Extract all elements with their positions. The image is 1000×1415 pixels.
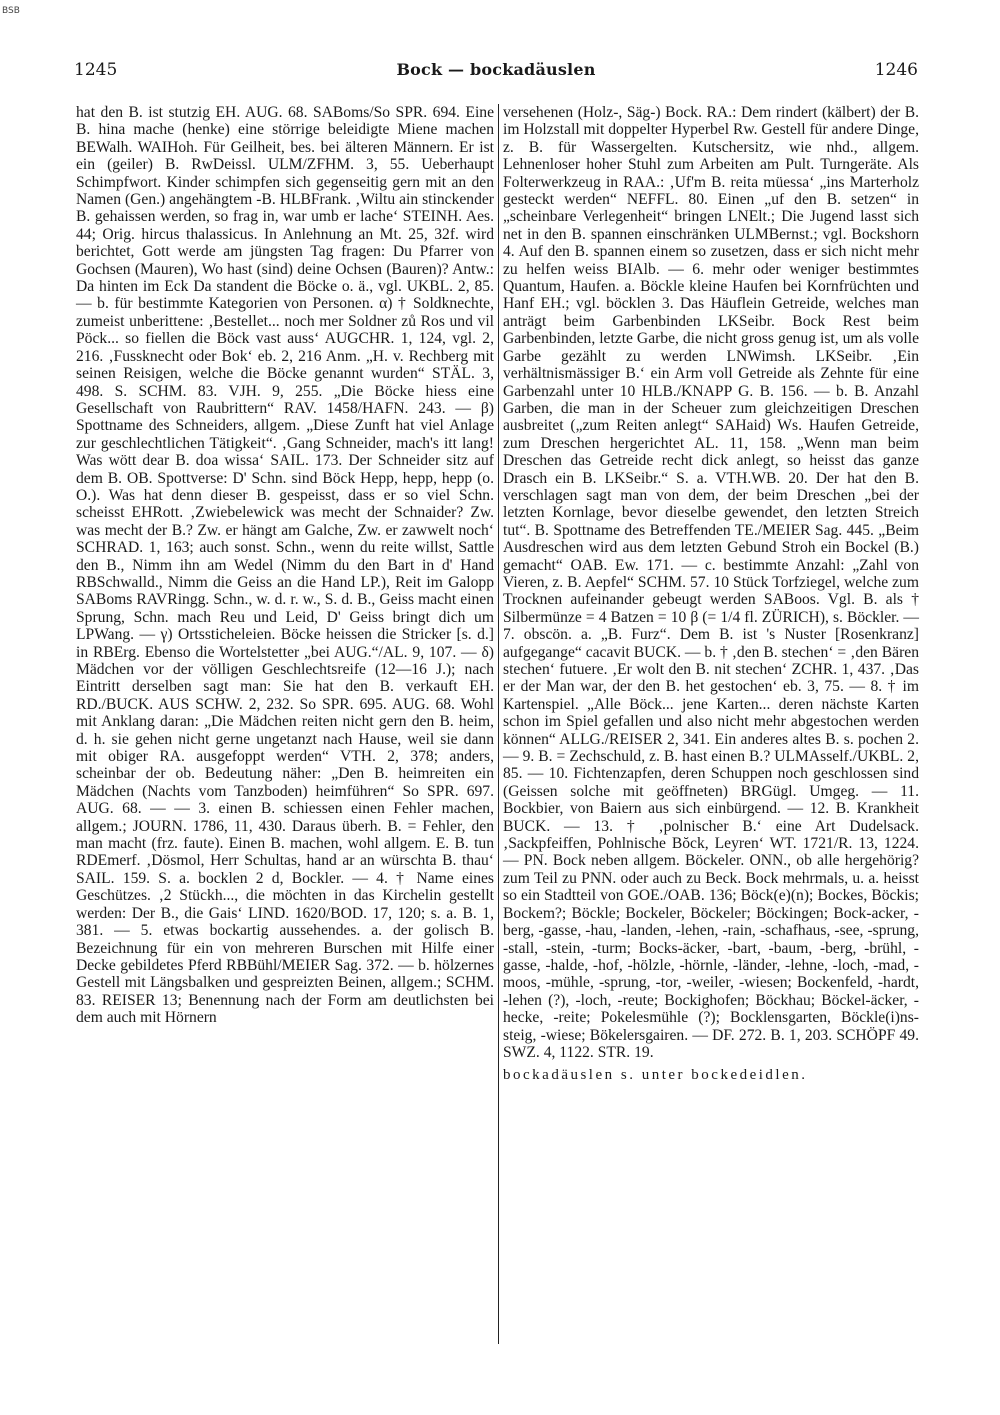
page-header [74,60,918,84]
left-column [76,104,494,1027]
cross-reference-entry: bockadäuslen s. unter bockedeidlen. [503,1067,808,1084]
running-title: Bock — bockadäuslen [396,60,596,79]
page-number-right: 1246 [874,60,918,80]
library-stamp: BSB [2,6,20,16]
column-divider [498,104,499,1344]
right-column-text: versehenen (Holz-, Säg-) Bock. RA.: Dem rindert (kälbert) der B. im Holzstall mit doppelter Hyperbel Rw. Gestell für andere Dinge, z. B. für Wassergelten. Kutschersitz, wie nhd., allgem. Lehnenloser hoher Stuhl zum Arbeiten am Pult. Turngeräte. Als Folterwerkzeug in RAA.: ‚Uf'm B. reita müessa‘ „ins Marterholz gesteckt werden“ NEFFL. 80. Einen „uf den B. setzen“ in „scheinbare Verlegenheit“ bringen LNElt.; Die Jugend lasst sich net in den B. spannen einschränken ULMBernst.; vgl. Bockshorn 4. Auf den B. spannen einem so zusetzen, dass er sich nicht mehr zu helfen weiss BIAlb. — 6. mehr oder weniger bestimmtes Quantum, Haufen. a. Böckle kleine Haufen bei Kornfrüchten und Hanf EH.; vgl. böcklen 3. Das Häuflein Getreide, welches man anträgt beim Garbenbinden LKSeibr. Bock Rest beim Garbenbinden, letzte Garbe, die nicht gross genug ist, um als volle Garbe gezählt zu werden LNWimsh. LKSeibr. ‚Ein verhältnismässiger B.‘ ein Arm voll Getreide als Zehnte für eine Garbenzahl unter 10 HLB./KNAPP G. B. 156. — b. B. Anzahl Garben, die man in der Scheuer zum gleichzeitigen Dreschen ausbreitet („zum Reiten anlegt“ SAHaid) Ws. Haufen Getreide, zum Dreschen hergerichtet AL. 11, 158. „Wenn man beim Dreschen das Getreide recht dick anlegt, so heisst das ganze Drasch ein B. LKSeibr.“ S. a. VTH.WB. 20. Der hat den B. verschlagen sagt man von dem, der beim Dreschen „bei der letzten Kornlage, bevor dieselbe gewendet, den letzten Streich tut“. B. Spottname des Betreffenden TE./MEIER Sag. 445. „Beim Ausdreschen wird aus dem letzten Gebund Stroh ein Bockel (B.) gemacht“ OAB. Ew. 171. — c. bestimmte Anzahl: „Zahl von Vieren, z. B. Aepfel“ SCHM. 57. 10 Stück Torfziegel, welche zum Trocknen aufeinander gebeugt werden SABoos. Vgl. B. als † Silbermünze = 4 Batzen = 10 β (= 1/4 fl. ZÜRICH), s. Böckler. — 7. obscön. a. „B. Furz“. Dem B. ist 's Nuster [Rosenkranz] aufgegange“ cacavit BUCK. — b. † ‚den B. stechen‘ = ‚den Bären stechen‘ futuere. ‚Er wolt den B. nit stechen‘ ZCHR. 1, 437. ‚Das er der Man war, der den B. het gestochen‘ eb. 3, 75. — 8. † im Kartenspiel. „Alle Böck... jene Karten... deren nächste Karten schon im Spiel gefallen und also nicht mehr abgestochen werden können“ ALLG./REISER 2, 341. Ein anderes altes B. s. pochen 2. — 9. B. = Zechschuld, z. B. hast einen B.? ULMAsself./UKBL. 2, 85. — 10. Fichtenzapfen, deren Schuppen noch geschlossen sind (Geissen solche mit geöffneten) BRGügl. Umgeg. — 11. Bockbier, von Baiern aus sich einbürgend. — 12. B. Krankheit BUCK. — 13. † ‚polnischer B.‘ eine Art Dudelsack. ‚Sackpfeiffen, Pohlnische Bŏck, Leyren‘ WT. 1721/R. 13, 1224. — PN. Bock neben allgem. Böckeler. ONN., ob alle hergehörig? zum Teil zu PNN. oder auch zu Beck. Bock mehrmals, u. a. heisst so ein Stadtteil von GOE./OAB. 136; Böck(e)(n); Bockes, Böckis; Bockem?; Böckle; Bockeler, Böckeler; Böckingen; Bock-acker, -berg, -gasse, -hau, -landen, -lehen, -rain, -schafhaus, -see, -sprung, -stall, -stein, -turm; Bocks-äcker, -bart, -baum, -berg, -brühl, -gasse, -halde, -hof, -hölzle, -hörnle, -länder, -lehne, -loch, -mad, -moos, -mühle, -sprung, -tor, -weiler, -wiesen; Bockenfeld, -hardt, -lehen (?), -loch, -reute; Bockighofen; Böckhau; Böckel-äcker, -hecke, -reite; Pokelesmühle (?); Bocklensgarten, Böckle(i)ns-steig, -wiese; Bökelersgairen. — DF. 272. B. 1, 203. SCHÖPF 49. SWZ. 4, 1122. STR. 19. [503,104,920,1061]
right-column [503,104,919,1085]
page-number-left: 1245 [74,60,118,80]
left-column-text: hat den B. ist stutzig EH. AUG. 68. SABoms/So SPR. 694. Eine B. hina mache (henke) eine störrige beleidigte Miene machen BEWalh. WAIHoh. Für Geilheit, bes. bei älteren Männern. Er ist ein (geiler) B. RwDeissl. ULM/ZFHM. 3, 55. Ueberhaupt Schimpfwort. Kinder schimpfen sich gegenseitig gern mit an den Namen (Gen.) angehängtem -B. HLBFrank. ‚Wiltu ain stinckender B. gehaissen werden, so frag in, war umb er lache‘ STEINH. Aes. 44; Orig. hircus thalassicus. In Anlehnung an Mt. 25, 32f. wird berichtet, Gott werde am jüngsten Tag fragen: Du Pfarrer von Gochsen (Mauren), Wo hast (sind) deine Ochsen (Bauren)? Antw.: Da hinten im Eck Da standent die Böcke o. ä., vgl. UKBL. 2, 85. — b. für bestimmte Kategorien von Personen. α) † Soldknechte, zumeist unberittene: ‚Bestellet... noch mer Soldner zů Ros und vil Pöck... so fiellen die Böck vast auss‘ AUGCHR. 1, 124, vgl. 2, 216. ‚Fussknecht oder Bok‘ eb. 2, 216 Anm. „H. v. Rechberg mit seinen Reisigen, welche die Böcke genannt wurden“ STÄL. 3, 498. S. SCHM. 83. VJH. 9, 255. „Die Böcke hiess eine Gesellschaft von Raubrittern“ RAV. 1458/HAFN. 243. — β) Spottname des Schneiders, allgem. „Diese Zunft hat viel Anlage zur geschlechtlichen Tätigkeit“. ‚Gang Schneider, mach's itt lang! Was wött dear B. doa wissa‘ SAIL. 173. Der Schneider sitz auf dem B. OB. Spottverse: D' Schn. sind Böck Hepp, hepp, hepp (o. O.). Was hat denn dieser B. gespeisst, dass er so viel Schn. scheisst EHRott. ‚Zwiebelewick was mecht der Schnaider? Zw. was mecht der B.? Zw. er hängt am Galche, Zw. er zawwelt noch‘ SCHRAD. 1, 163; auch sonst. Schn., wenn du reite willst, Sattle den B., Nimm ihn am Wedel (Nimm du den Bart in d' Hand RBSchwalld., Nimm die Geiss an die Hand LP.), Reit im Galopp SABoms RAVRingg. Schn., w. d. r. w., S. d. B., Geiss macht einen Sprung, Schn. mach Reu und Leid, D' Geiss bringt dich um LPWang. — γ) Ortssticheleien. Böcke heissen die Stricker [s. d.] in RBErg. Ebenso die Wortelstetter „bei AUG.“/AL. 9, 107. — δ) Mädchen vor der völligen Geschlechtsreife (12—16 J.); nach Eintritt derselben sagt man: Sie hat den B. verkauft EH. RD./BUCK. AUS SCHW. 2, 232. So SPR. 695. AUG. 68. Wohl mit Anklang daran: „Die Mädchen reiten nicht gern den B. heim, d. h. sie gehen nicht gerne ungetanzt nach Hause, weil sie dann mit obiger RA. ausgefoppt werden“ VTH. 2, 378; anders, scheinbar der ob. Bedeutung näher: „Den B. heimreiten ein Mädchen (Nachts vom Tanzboden) heimführen“ So SPR. 697. AUG. 68. — — 3. einen B. schiessen einen Fehler machen, allgem.; JOURN. 1786, 11, 430. Daraus überh. B. = Fehler, den man macht (frz. faute). Einen B. machen, wohl allgem. E. B. tun RDEmerf. ‚Dösmol, Herr Schultas, hand ar an würschta B. thau‘ SAIL. 159. S. a. bocklen 2 d, Bockler. — 4. † Name eines Geschützes. ‚2 Stückh..., die möchten in das Kirchelin gestellt werden: Der B., die Gais‘ LIND. 1620/BOD. 17, 120; s. a. B. 1, 381. — 5. etwas bockartig aussehendes. a. der golisch B. Bezeichnung für ein von mehreren Burschen mit Hilfe einer Decke gebildetes Pferd RBBühl/MEIER Sag. 372. — b. hölzernes Gestell mit Längsbalken und gespreizten Beinen, allgem.; SCHM. 83. REISER 13; Benennung nach der Form am deutlichsten bei dem auch mit Hörnern [76,104,494,1027]
